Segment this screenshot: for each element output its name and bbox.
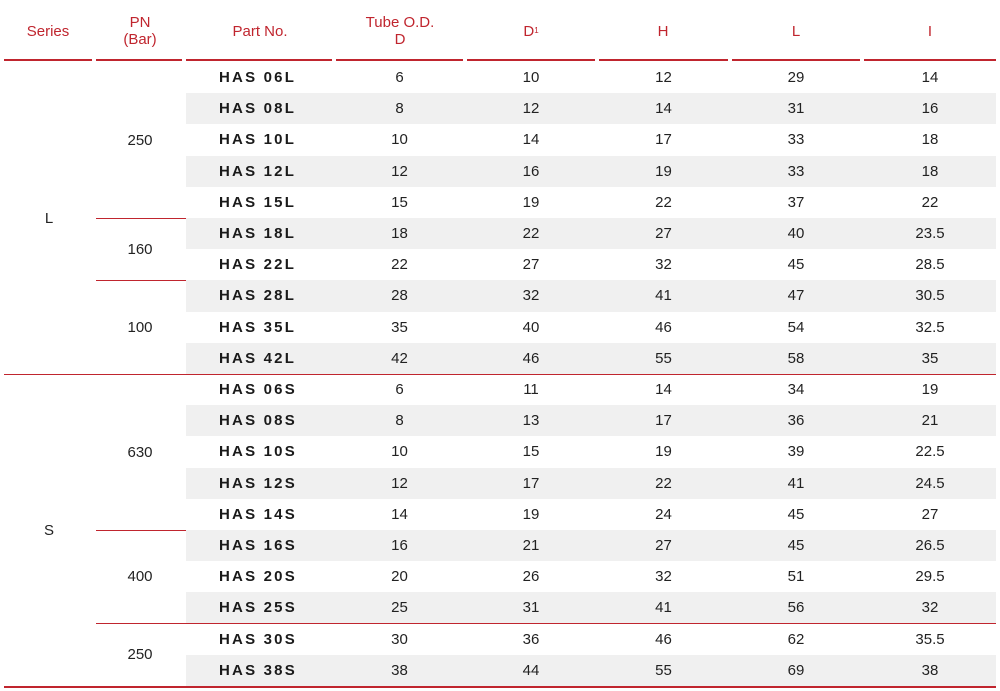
part-number: HAS 08S: [219, 412, 297, 430]
cell-l: 62: [787, 630, 805, 648]
pn-cell: 400: [127, 568, 153, 586]
cell-d: 22: [391, 256, 408, 274]
cell-d: 6: [395, 69, 404, 87]
cell-i: 21: [921, 412, 939, 430]
pn-cell: 100: [127, 318, 153, 336]
cell-h: 27: [655, 225, 672, 243]
part-number: HAS 35L: [219, 318, 297, 336]
cell-h: 41: [655, 599, 672, 617]
header-i: [864, 0, 996, 62]
header-i-label: I: [927, 22, 933, 40]
part-number: HAS 42L: [219, 349, 297, 367]
cell-d1: 46: [522, 349, 540, 367]
cell-h: 14: [655, 381, 672, 399]
cell-h: 41: [655, 287, 672, 305]
cell-l: 41: [787, 474, 805, 492]
cell-d1: 32: [522, 287, 540, 305]
cell-l: 33: [787, 162, 805, 180]
cell-l: 34: [787, 381, 805, 399]
header-underline: [864, 59, 996, 61]
header-tube-line2: D: [394, 31, 406, 48]
cell-d: 16: [391, 537, 408, 555]
cell-d: 8: [395, 412, 404, 430]
cell-d: 14: [391, 505, 408, 523]
pn-cell: 630: [127, 443, 153, 461]
header-underline: [4, 59, 92, 61]
cell-i: 38: [921, 661, 939, 679]
cell-h: 22: [655, 474, 672, 492]
cell-d1: 12: [522, 100, 540, 118]
cell-d: 6: [395, 381, 404, 399]
cell-i: 30.5: [915, 287, 945, 305]
series-cell: S: [43, 521, 54, 539]
cell-d: 25: [391, 599, 408, 617]
header-tube-line1: Tube O.D.: [365, 14, 435, 31]
cell-d1: 40: [522, 318, 540, 336]
cell-i: 35.5: [915, 630, 945, 648]
cell-d: 12: [391, 474, 408, 492]
cell-l: 58: [787, 349, 805, 367]
cell-d1: 19: [522, 193, 540, 211]
header-d1-sub: 1: [534, 25, 539, 35]
part-number: HAS 16S: [219, 537, 297, 555]
cell-i: 29.5: [915, 568, 945, 586]
part-number: HAS 08L: [219, 100, 297, 118]
cell-d1: 11: [523, 381, 539, 399]
pn-cell: 160: [127, 240, 153, 258]
cell-d: 35: [391, 318, 408, 336]
header-underline: [336, 59, 463, 61]
part-number: HAS 25S: [219, 599, 297, 617]
cell-l: 31: [787, 100, 805, 118]
part-number: HAS 20S: [219, 568, 297, 586]
part-number: HAS 28L: [219, 287, 297, 305]
cell-h: 12: [655, 69, 672, 87]
cell-d1: 31: [522, 599, 540, 617]
cell-d: 8: [395, 100, 404, 118]
cell-l: 33: [787, 131, 805, 149]
cell-d1: 10: [522, 69, 540, 87]
cell-l: 39: [787, 443, 805, 461]
cell-d: 42: [391, 349, 408, 367]
part-number: HAS 06S: [219, 381, 297, 399]
cell-h: 17: [655, 412, 672, 430]
cell-i: 32.5: [915, 318, 945, 336]
cell-i: 19: [921, 381, 939, 399]
part-number: HAS 38S: [219, 661, 297, 679]
part-number: HAS 30S: [219, 630, 297, 648]
header-underline: [96, 59, 182, 61]
cell-d: 12: [391, 162, 408, 180]
cell-d: 38: [391, 661, 408, 679]
cell-d1: 21: [522, 537, 540, 555]
cell-i: 32: [921, 599, 939, 617]
cell-h: 19: [655, 443, 672, 461]
cell-l: 45: [787, 256, 805, 274]
cell-i: 24.5: [915, 474, 945, 492]
cell-h: 46: [655, 630, 672, 648]
cell-l: 40: [787, 225, 805, 243]
cell-l: 45: [787, 537, 805, 555]
cell-d1: 44: [522, 661, 540, 679]
header-h-label: H: [657, 22, 669, 40]
header-underline: [599, 59, 728, 61]
cell-i: 26.5: [915, 537, 945, 555]
pn-cell: 250: [127, 646, 153, 664]
cell-i: 23.5: [915, 225, 945, 243]
part-number: HAS 22L: [219, 256, 297, 274]
cell-d: 30: [391, 630, 408, 648]
cell-l: 51: [787, 568, 805, 586]
header-part-label: Part No.: [232, 22, 288, 40]
cell-h: 55: [655, 349, 672, 367]
cell-i: 35: [921, 349, 939, 367]
cell-d1: 16: [522, 162, 540, 180]
header-d1: [467, 0, 595, 62]
header-pn-line1: PN: [129, 14, 151, 31]
cell-l: 69: [787, 661, 805, 679]
cell-d1: 26: [522, 568, 540, 586]
header-underline: [467, 59, 595, 61]
header-pn-line2: (Bar): [123, 31, 157, 48]
cell-d1: 14: [522, 131, 540, 149]
cell-l: 37: [787, 193, 805, 211]
cell-i: 22.5: [915, 443, 945, 461]
part-number: HAS 12L: [219, 162, 297, 180]
part-number: HAS 06L: [219, 69, 297, 87]
cell-d: 15: [391, 193, 408, 211]
cell-d: 18: [391, 225, 408, 243]
header-h: [599, 0, 727, 62]
cell-l: 56: [787, 599, 805, 617]
part-number: HAS 10S: [219, 443, 297, 461]
cell-d1: 22: [522, 225, 540, 243]
cell-d1: 15: [522, 443, 540, 461]
cell-d1: 27: [522, 256, 540, 274]
cell-i: 28.5: [915, 256, 945, 274]
header-l: [732, 0, 860, 62]
cell-d: 10: [391, 443, 408, 461]
header-tube: [336, 0, 464, 62]
cell-i: 22: [921, 193, 939, 211]
cell-l: 36: [787, 412, 805, 430]
part-number: HAS 14S: [219, 505, 297, 523]
cell-i: 18: [921, 131, 939, 149]
header-d1-main: D: [523, 22, 535, 40]
header-part: [186, 0, 334, 62]
pn-cell: 250: [127, 131, 153, 149]
cell-h: 32: [655, 256, 672, 274]
header-l-label: L: [791, 22, 801, 40]
part-number: HAS 12S: [219, 474, 297, 492]
cell-i: 27: [921, 505, 939, 523]
cell-h: 32: [655, 568, 672, 586]
cell-d: 28: [391, 287, 408, 305]
cell-h: 19: [655, 162, 672, 180]
cell-l: 47: [787, 287, 805, 305]
part-number: HAS 18L: [219, 225, 297, 243]
part-number: HAS 10L: [219, 131, 297, 149]
cell-d1: 36: [522, 630, 540, 648]
cell-h: 14: [655, 100, 672, 118]
cell-i: 14: [921, 69, 939, 87]
header-underline: [732, 59, 860, 61]
cell-d1: 19: [522, 505, 540, 523]
cell-l: 29: [787, 69, 805, 87]
cell-d1: 13: [522, 412, 540, 430]
cell-i: 16: [921, 100, 939, 118]
cell-d1: 17: [522, 474, 540, 492]
part-number: HAS 15L: [219, 193, 297, 211]
cell-i: 18: [921, 162, 939, 180]
cell-d: 10: [391, 131, 408, 149]
header-series-label: Series: [26, 22, 70, 40]
cell-h: 27: [655, 537, 672, 555]
cell-h: 46: [655, 318, 672, 336]
series-cell: L: [44, 209, 54, 227]
cell-d: 20: [391, 568, 408, 586]
cell-h: 24: [655, 505, 672, 523]
series-divider: [4, 686, 996, 688]
header-pn: [96, 0, 184, 62]
cell-h: 22: [655, 193, 672, 211]
cell-l: 54: [787, 318, 805, 336]
header-underline: [186, 59, 332, 61]
cell-h: 17: [655, 131, 672, 149]
cell-l: 45: [787, 505, 805, 523]
header-series: [4, 0, 92, 62]
cell-h: 55: [655, 661, 672, 679]
